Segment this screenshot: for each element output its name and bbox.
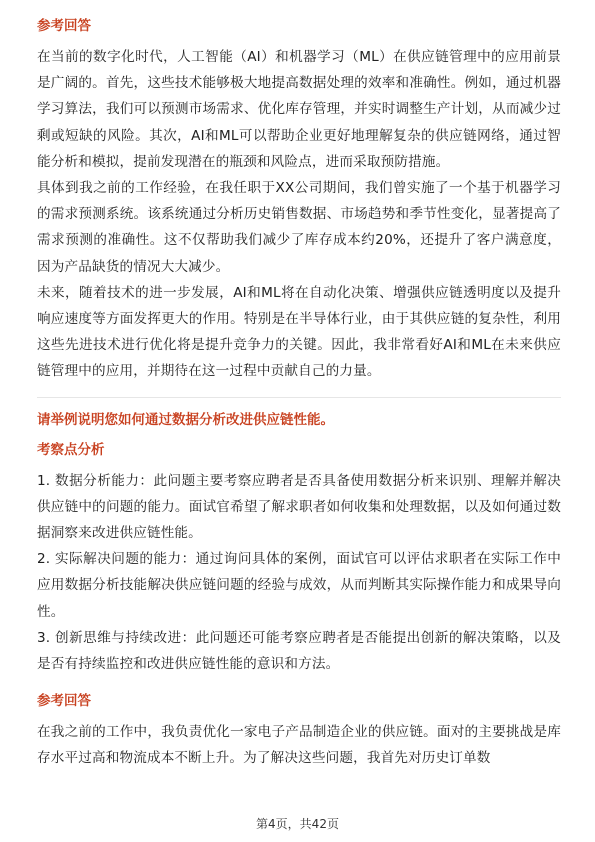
- answer-paragraph: 在我之前的工作中，我负责优化一家电子产品制造企业的供应链。面对的主要挑战是库存水平过高和物流成本不断上升。为了解决这些问题，我首先对历史订单数: [37, 724, 561, 767]
- reference-answer-heading: 参考回答: [37, 18, 91, 34]
- question-heading: 请举例说明您如何通过数据分析改进供应链性能。: [37, 411, 334, 428]
- answer-paragraph: 在当前的数字化时代，人工智能（AI）和机器学习（ML）在供应链管理中的应用前景是广阔的。首先，这些技术能够极大地提高数据处理的效率和准确性。例如，通过机器学习算法，我们可以预测市场需求、优化库存管理，并实时调整生产计划，从而减少过剩或短缺的风险。其次，AI和ML可以帮助企业更好地理解复杂的供应链网络，通过智能分析和模拟，提前发现潜在的瓶颈和风险点，进而采取预防措施。: [37, 49, 561, 170]
- analysis-point: 2. 实际解决问题的能力：通过询问具体的案例，面试官可以评估求职者在实际工作中应用数据分析技能解决供应链问题的经验与成效，从而判断其实际操作能力和成果导向性。: [37, 551, 561, 620]
- page-number: 第4页，共42页: [256, 817, 339, 831]
- analysis-point: 1. 数据分析能力：此问题主要考察应聘者是否具备使用数据分析来识别、理解并解决供应链中的问题的能力。面试官希望了解求职者如何收集和处理数据，以及如何通过数据洞察来改进供应链性能。: [37, 472, 561, 542]
- analysis-point: 3. 创新思维与持续改进：此问题还可能考察应聘者是否能提出创新的解决策略，以及是否有持续监控和改进供应链性能的意识和方法。: [37, 629, 561, 673]
- page-content: [37, 14, 561, 772]
- analysis-heading: 考察点分析: [37, 441, 105, 458]
- section-divider: [37, 397, 561, 398]
- answer-paragraph: 具体到我之前的工作经验，在我任职于XX公司期间，我们曾实施了一个基于机器学习的需求预测系统。该系统通过分析历史销售数据、市场趋势和季节性变化，显著提高了需求预测的准确性。这不仅帮助我们减少了库存成本约20%，还提升了客户满意度，因为产品缺货的情况大大减少。: [37, 180, 561, 275]
- reference-answer-heading: 参考回答: [37, 693, 91, 710]
- answer-paragraph: 未来，随着技术的进一步发展，AI和ML将在自动化决策、增强供应链透明度以及提升响应速度等方面发挥更大的作用。特别是在半导体行业，由于其供应链的复杂性，利用这些先进技术进行优化将是提升竞争力的关键。因此，我非常看好AI和ML在未来供应链管理中的应用，并期待在这一过程中贡献自己的力量。: [37, 284, 561, 380]
